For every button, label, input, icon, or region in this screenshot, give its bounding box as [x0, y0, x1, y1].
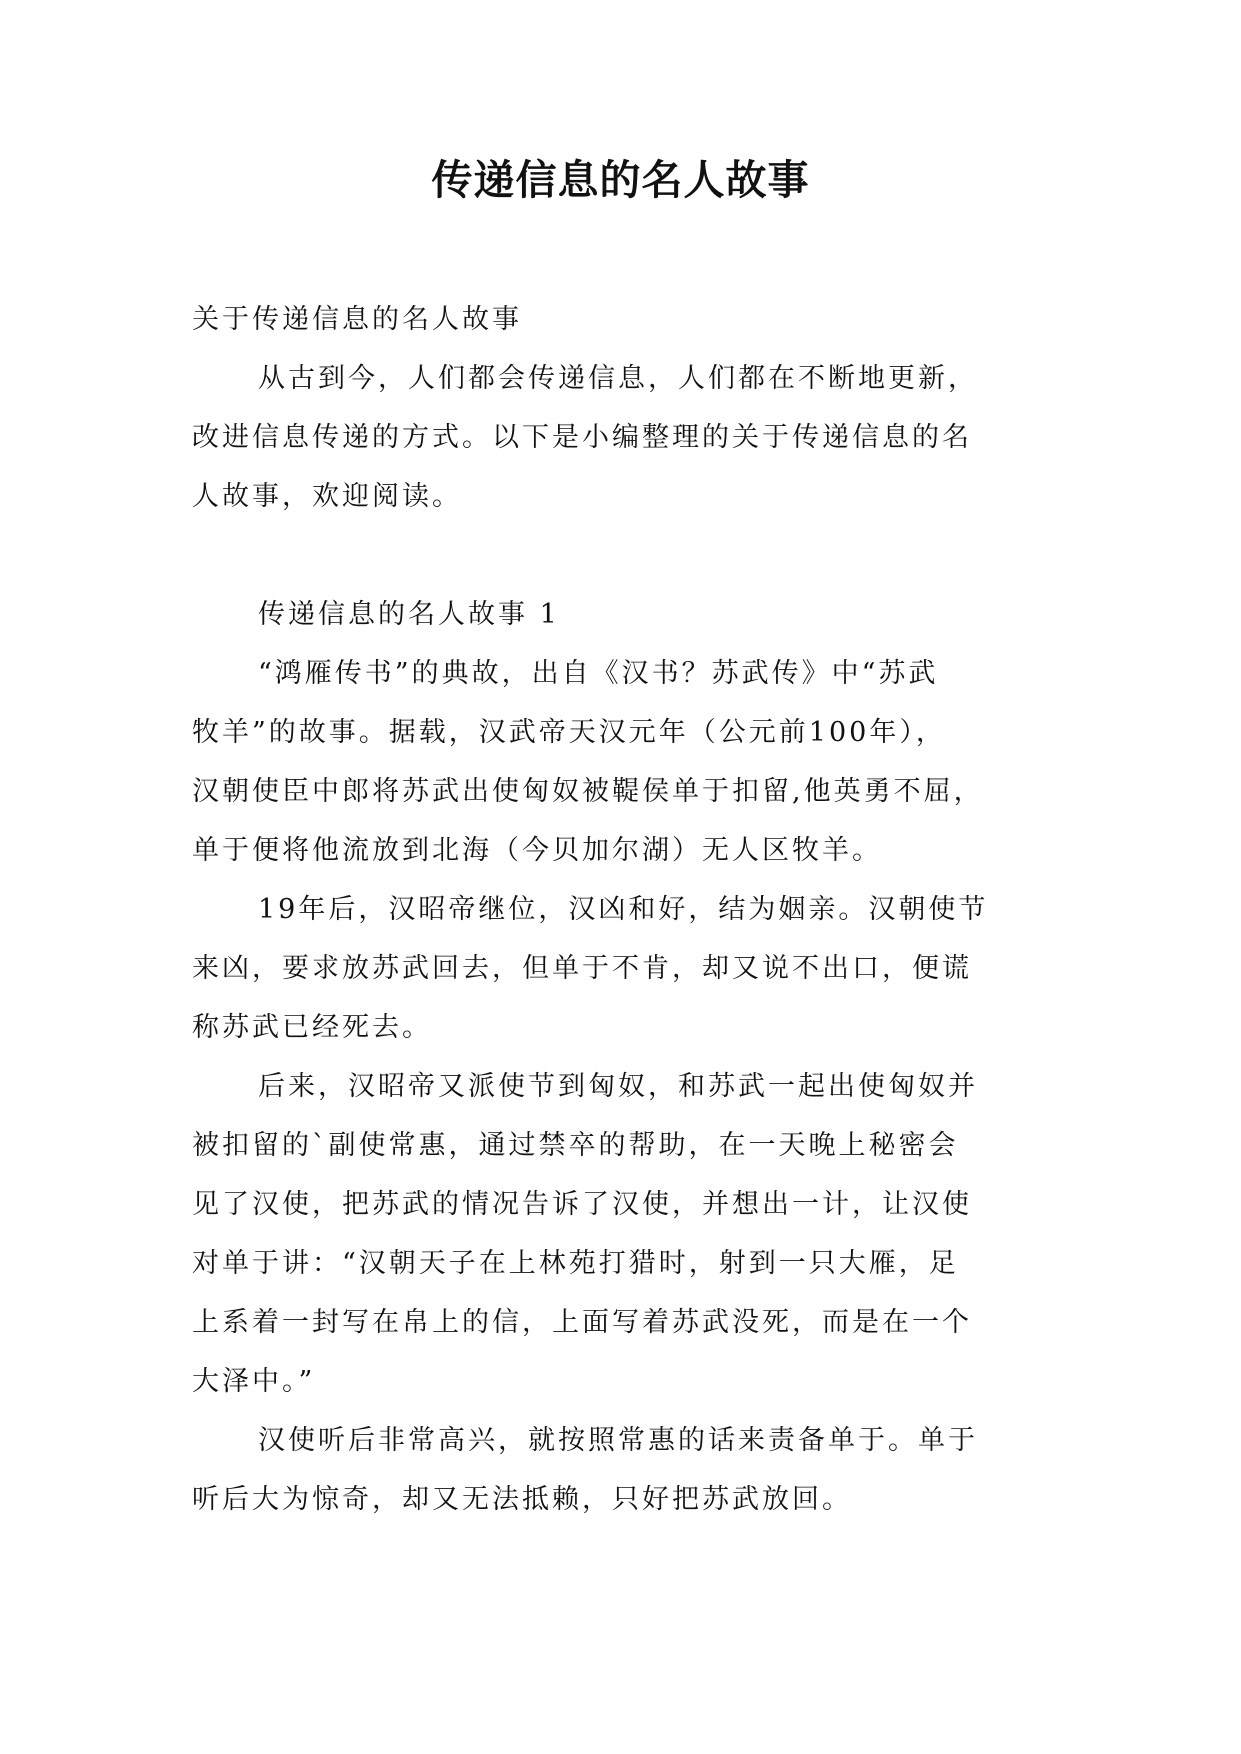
- intro-line-1: 从古到今，人们都会传递信息，人们都在不断地更新，: [258, 363, 978, 394]
- story-line-11: 对单于讲：“汉朝天子在上林苑打猎时，射到一只大雁，足: [192, 1248, 959, 1279]
- story-line-2: 牧羊”的故事。据载，汉武帝天汉元年（公元前100年），: [192, 717, 946, 748]
- story-line-5: 19年后，汉昭帝继位，汉凶和好，结为姻亲。汉朝使节: [258, 894, 989, 925]
- paragraph-gap: [192, 526, 1052, 585]
- story-line-1: “鸿雁传书”的典故，出自《汉书？苏武传》中“苏武: [258, 658, 939, 689]
- document-title: 传递信息的名人故事: [431, 156, 810, 204]
- intro-line-2: 改进信息传递的方式。以下是小编整理的关于传递信息的名: [192, 422, 972, 453]
- story-line-10: 见了汉使，把苏武的情况告诉了汉使，并想出一计，让汉使: [192, 1189, 972, 1220]
- story-line-8: 后来，汉昭帝又派使节到匈奴，和苏武一起出使匈奴并: [258, 1071, 978, 1102]
- story-line-7: 称苏武已经死去。: [192, 1012, 432, 1043]
- section-heading-1: 传递信息的名人故事 1: [258, 599, 560, 630]
- story-line-12: 上系着一封写在帛上的信，上面写着苏武没死，而是在一个: [192, 1307, 972, 1338]
- story-line-9: 被扣留的`副使常惠，通过禁卒的帮助，在一天晚上秘密会: [192, 1130, 959, 1161]
- intro-line-3: 人故事，欢迎阅读。: [192, 481, 462, 512]
- story-line-3: 汉朝使臣中郎将苏武出使匈奴被鞮侯单于扣留,他英勇不屈，: [192, 776, 984, 807]
- story-line-4: 单于便将他流放到北海（今贝加尔湖）无人区牧羊。: [192, 835, 882, 866]
- story-line-6: 来凶，要求放苏武回去，但单于不肯，却又说不出口，便谎: [192, 953, 972, 984]
- story-line-13: 大泽中。”: [192, 1366, 316, 1397]
- story-line-15: 听后大为惊奇，却又无法抵赖，只好把苏武放回。: [192, 1484, 852, 1515]
- document-body: [192, 290, 1052, 1529]
- story-line-14: 汉使听后非常高兴，就按照常惠的话来责备单于。单于: [258, 1425, 978, 1456]
- subtitle-line: 关于传递信息的名人故事: [192, 304, 522, 335]
